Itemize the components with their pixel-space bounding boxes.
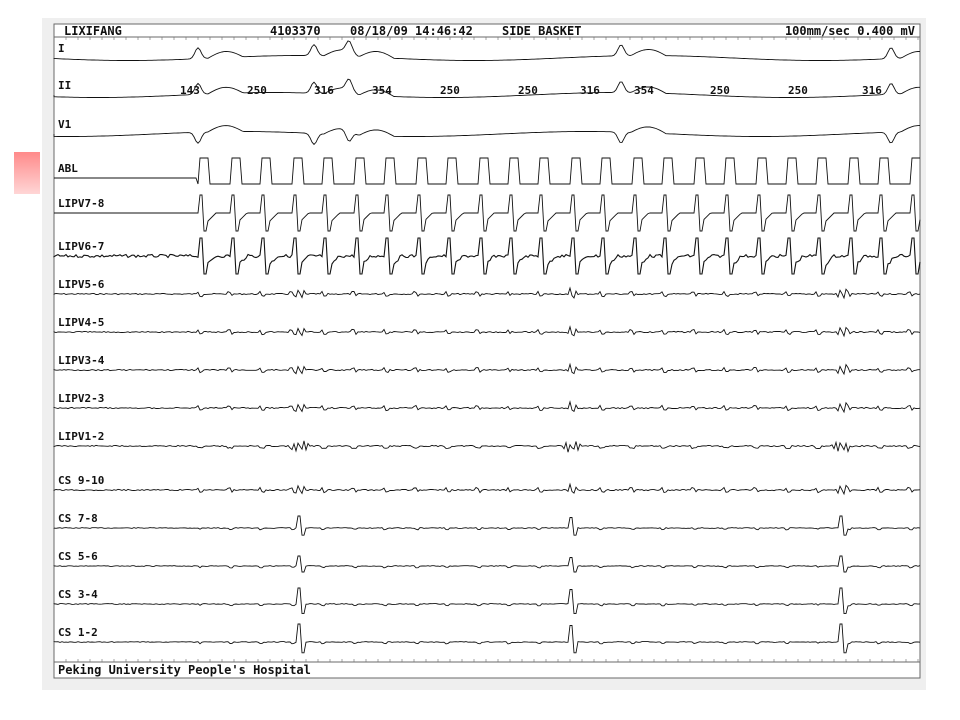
channel-label: LIPV2-3 <box>58 392 105 405</box>
interval-label: 250 <box>788 84 808 97</box>
channel-label: LIPV5-6 <box>58 278 105 291</box>
channel-label: I <box>58 42 65 55</box>
channel-label: CS 1-2 <box>58 626 98 639</box>
channel-label: ABL <box>58 162 78 175</box>
interval-label: 354 <box>634 84 654 97</box>
patient-id: 4103370 <box>270 24 321 38</box>
ecg-recording-panel <box>42 18 926 690</box>
interval-label: 250 <box>440 84 460 97</box>
interval-label: 250 <box>247 84 267 97</box>
interval-label: 250 <box>710 84 730 97</box>
channel-label: II <box>58 79 72 92</box>
channel-label: LIPV1-2 <box>58 430 105 443</box>
channel-label: LIPV6-7 <box>58 240 105 253</box>
channel-label: LIPV7-8 <box>58 197 105 210</box>
sweep-speed-gain: 100mm/sec 0.400 mV <box>784 24 915 38</box>
interval-label: 316 <box>314 84 334 97</box>
channel-label: LIPV4-5 <box>58 316 105 329</box>
interval-label: 316 <box>580 84 600 97</box>
hospital-name: Peking University People's Hospital <box>58 663 311 677</box>
channel-label: CS 7-8 <box>58 512 98 525</box>
paper-area <box>54 24 920 678</box>
interval-label: 354 <box>372 84 392 97</box>
slide-accent-marker <box>14 152 40 194</box>
patient-name: LIXIFANG <box>64 24 122 38</box>
interval-label: 143 <box>180 84 200 97</box>
channel-label: LIPV3-4 <box>58 354 105 367</box>
interval-label: 316 <box>862 84 882 97</box>
channel-label: CS 3-4 <box>58 588 98 601</box>
procedure-label: SIDE BASKET <box>502 24 582 38</box>
interval-label: 250 <box>518 84 538 97</box>
channel-label: V1 <box>58 118 72 131</box>
channel-label: CS 5-6 <box>58 550 98 563</box>
ecg-chart <box>42 18 926 690</box>
recording-datetime: 08/18/09 14:46:42 <box>350 24 473 38</box>
channel-label: CS 9-10 <box>58 474 105 487</box>
